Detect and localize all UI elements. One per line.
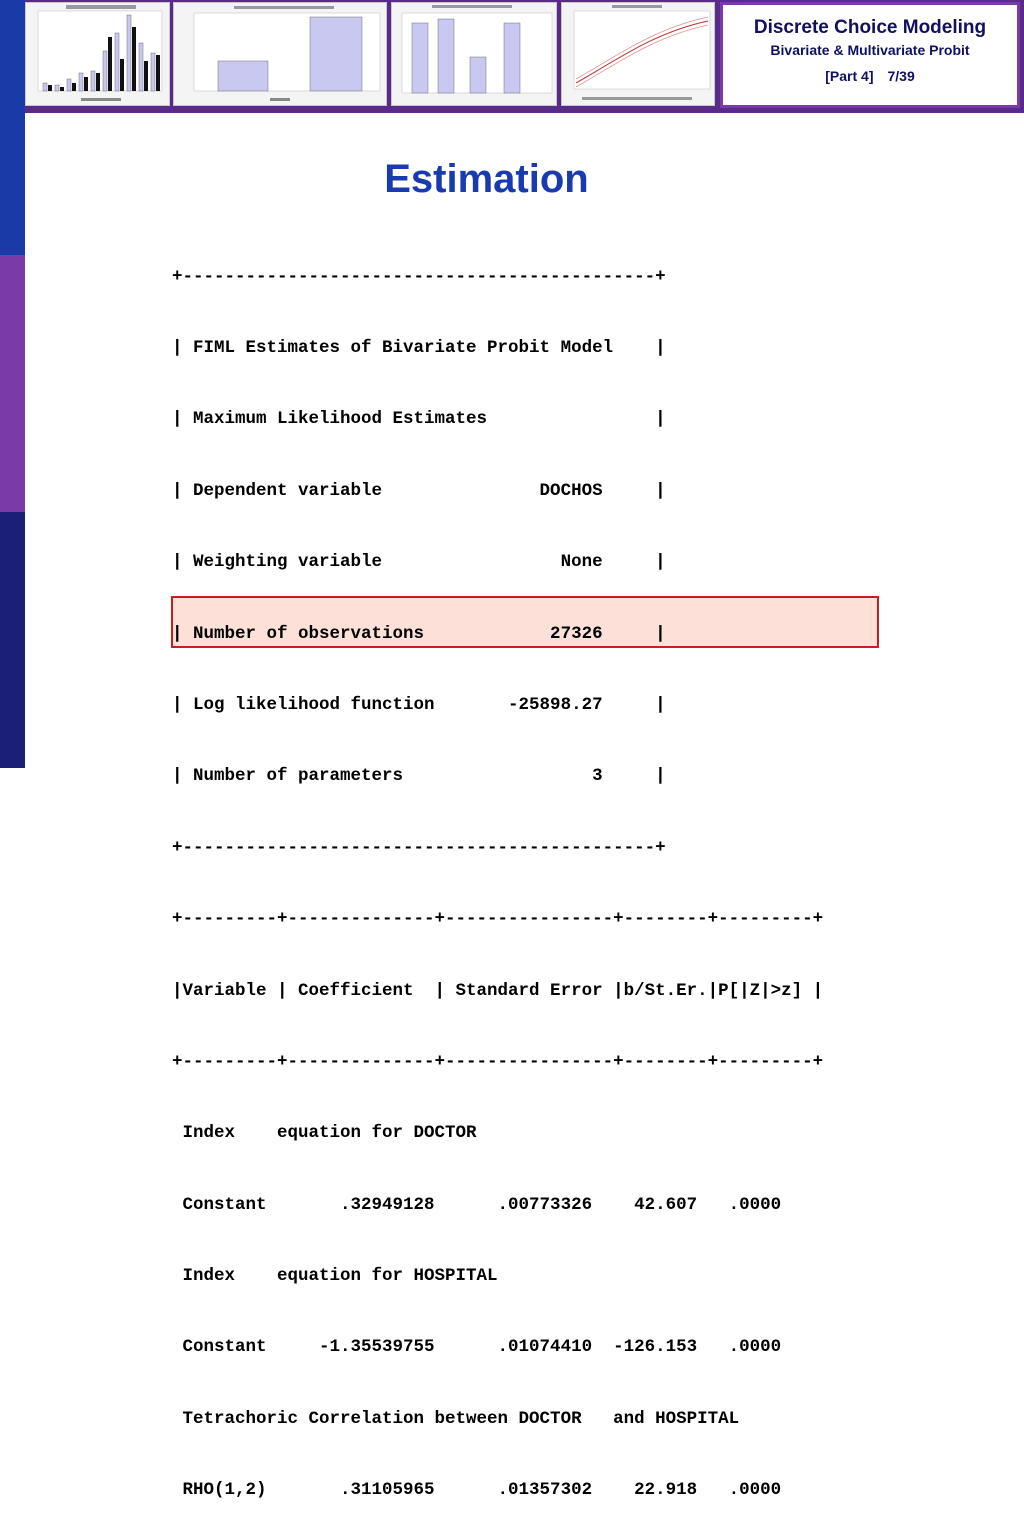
output-line: +---------------------------------------------+ (172, 266, 666, 287)
output-line: | Dependent variable DOCHOS | (172, 480, 666, 501)
slide-title: Estimation (384, 157, 589, 201)
output-line: Index equation for DOCTOR (172, 1123, 477, 1144)
output-line: | FIML Estimates of Bivariate Probit Model | (172, 337, 666, 358)
output-line: Constant .32949128 .00773326 42.607 .0000 (172, 1194, 782, 1215)
page-number: 7/39 (887, 68, 915, 84)
part-label: [Part 4] (825, 68, 874, 84)
output-line: Tetrachoric Correlation between DOCTOR and HOSPITAL (172, 1408, 740, 1429)
output-line: | Number of parameters 3 | (172, 766, 666, 787)
course-subtitle: Bivariate & Multivariate Probit (770, 42, 970, 58)
bar-chart-thumbnail-2 (391, 2, 557, 106)
output-line: +---------------------------------------------+ (172, 837, 666, 858)
output-line: RHO(1,2) .31105965 .01357302 22.918 .0000 (172, 1480, 782, 1501)
output-line: Constant -1.35539755 .01074410 -126.153 .0000 (172, 1337, 782, 1358)
left-bar-blue-segment (0, 0, 25, 255)
output-line: | Number of observations 27326 | (172, 623, 666, 644)
part-indicator (723, 68, 1017, 84)
output-line: +---------+--------------+----------------+--------+---------+ (172, 909, 824, 930)
histogram-thumbnail (25, 2, 170, 106)
output-line: | Log likelihood function -25898.27 | (172, 694, 666, 715)
output-line: +---------+--------------+----------------+--------+---------+ (172, 1051, 824, 1072)
bar-chart-thumbnail (173, 2, 387, 106)
left-bar-purple-segment (0, 255, 25, 512)
left-bar-navy-segment (0, 512, 25, 768)
left-accent-bar (0, 0, 25, 768)
course-title: Discrete Choice Modeling (753, 17, 987, 38)
output-line: | Weighting variable None | (172, 552, 666, 573)
course-title-box (720, 2, 1020, 108)
line-plot-thumbnail (561, 2, 715, 106)
estimation-output (172, 218, 823, 1527)
output-line: Index equation for HOSPITAL (172, 1266, 498, 1287)
output-line: | Maximum Likelihood Estimates | (172, 409, 666, 430)
output-line: |Variable | Coefficient | Standard Error |b/St.Er.|P[|Z|>z] | (172, 980, 824, 1001)
